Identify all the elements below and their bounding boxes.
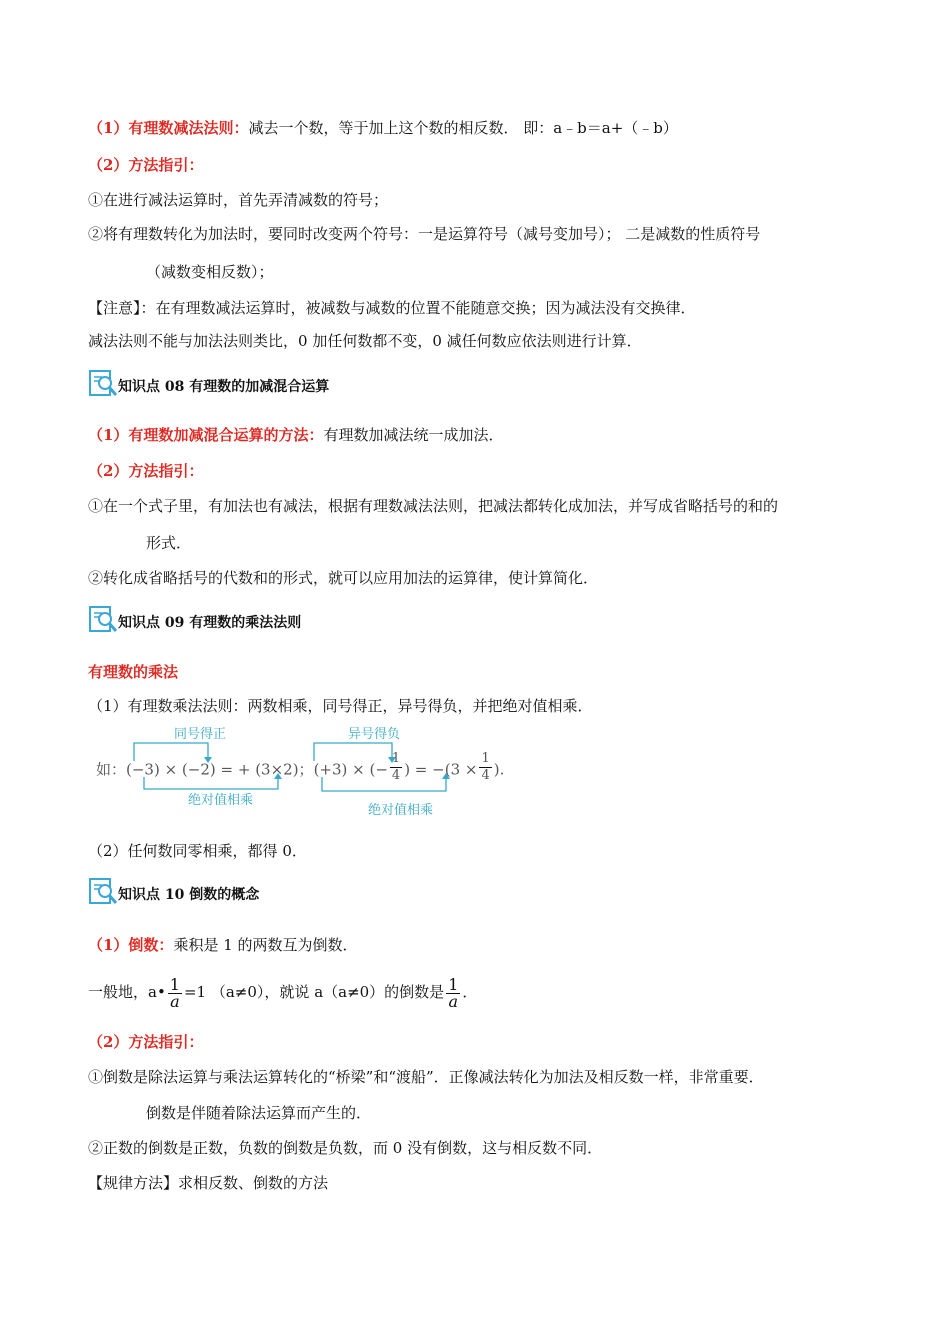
kp10-item1b: 倒数是伴随着除法运算而产生的． (146, 1104, 372, 1122)
kp10-general-line (88, 972, 477, 1014)
label-abs-multiply-2: 绝对值相乘 (368, 803, 434, 818)
kp08-guide-title: （2）方法指引： (88, 462, 204, 480)
label-abs-multiply-1: 绝对值相乘 (188, 793, 254, 808)
kp10-gen-prefix: 一般地，a• (88, 983, 166, 1001)
expr-2-left: (+3) × (− (313, 760, 388, 779)
subtraction-guide-item2a: ②将有理数转化为加法时，要同时改变两个符号：一是运算符号（减号变加号）； 二是减数的性质符号 (88, 225, 761, 243)
expr-fraction-2: $\frac{1}{4}$ (481, 751, 490, 783)
kp08-rule-title: （1）有理数加减混合运算的方法： (88, 426, 324, 444)
kp10-def-line (88, 935, 358, 955)
subtraction-rule-text: 减去一个数，等于加上这个数的相反数． 即：a﹣b＝a+（﹣b） (248, 119, 678, 137)
magnifier-book-icon (88, 874, 118, 906)
expr-2-mid: ) = −(3 × (404, 760, 478, 779)
expr-fraction-1: $\frac{1}{4}$ (391, 751, 401, 783)
subtraction-guide-title: （2）方法指引： (88, 156, 204, 174)
kp09-subtitle: 有理数的乘法 (88, 663, 179, 681)
subtraction-rule-title: （1）有理数减法法则： (88, 119, 249, 137)
diagram-expression (96, 751, 505, 784)
label-diff-sign: 异号得负 (348, 727, 401, 742)
expr-2-end: ). (493, 760, 505, 779)
kp08-title: 知识点 08 有理数的加减混合运算 (118, 379, 330, 395)
kp08-item1b: 形式． (146, 534, 192, 552)
sign-rule-diagram (96, 723, 505, 818)
subtraction-guide-item2b: （减数变相反数）； (146, 263, 274, 281)
kp10-gen-mid: =1 （a≠0），就说 a（a≠0）的倒数是 (183, 983, 445, 1001)
label-same-sign: 同号得正 (174, 727, 227, 742)
kp08-rule-text: 有理数加减法统一成加法． (323, 426, 504, 444)
kp09-rule1: （1）有理数乘法法则：两数相乘，同号得正，异号得负，并把绝对值相乘． (88, 697, 593, 715)
kp10-def-text: 乘积是 1 的两数互为倒数． (173, 936, 358, 954)
magnifier-book-icon (88, 366, 118, 398)
kp10-method: 【规律方法】求相反数、倒数的方法 (88, 1174, 329, 1192)
expr-prefix: 如： (96, 760, 127, 779)
kp10-guide-title: （2）方法指引： (88, 1033, 204, 1051)
kp09-rule2: （2）任何数同零相乘，都得 0． (88, 842, 307, 860)
subtraction-guide-item1: ①在进行减法运算时，首先弄清减数的符号； (88, 191, 389, 209)
kp10-title: 知识点 10 倒数的概念 (118, 887, 260, 903)
kp10-gen-end: ． (462, 983, 478, 1001)
kp09-title: 知识点 09 有理数的乘法法则 (118, 615, 302, 631)
subtraction-note2: 减法法则不能与加法法则类比，0 加任何数都不变，0 减任何数应依法则进行计算． (88, 332, 642, 350)
subtraction-rule-line (88, 118, 678, 138)
magnifier-book-icon (88, 602, 118, 634)
kp08-item1a: ①在一个式子里，有加法也有减法，根据有理数减法法则，把减法都转化成加法，并写成省略括号的和的 (88, 497, 779, 515)
kp08-item2: ②转化成省略括号的代数和的形式，就可以应用加法的运算律，使计算简化． (88, 569, 599, 587)
subtraction-note: 【注意】：在有理数减法运算时，被减数与减数的位置不能随意交换；因为减法没有交换律． (88, 299, 696, 317)
kp10-fraction-2: $\frac{1}{a}$ (448, 974, 459, 1011)
kp08-rule-line (88, 425, 503, 445)
kp10-fraction-1: $\frac{1}{a}$ (169, 974, 180, 1011)
kp10-item1a: ①倒数是除法运算与乘法运算转化的“桥梁”和“渡船”．正像减法转化为加法及相反数一样，非常重要． (88, 1068, 764, 1086)
kp10-def-title: （1）倒数： (88, 936, 174, 954)
expr-1: (−3) × (−2) = + (3×2)； (126, 760, 314, 779)
kp10-item2: ②正数的倒数是正数，负数的倒数是负数，而 0 没有倒数，这与相反数不同． (88, 1139, 603, 1157)
